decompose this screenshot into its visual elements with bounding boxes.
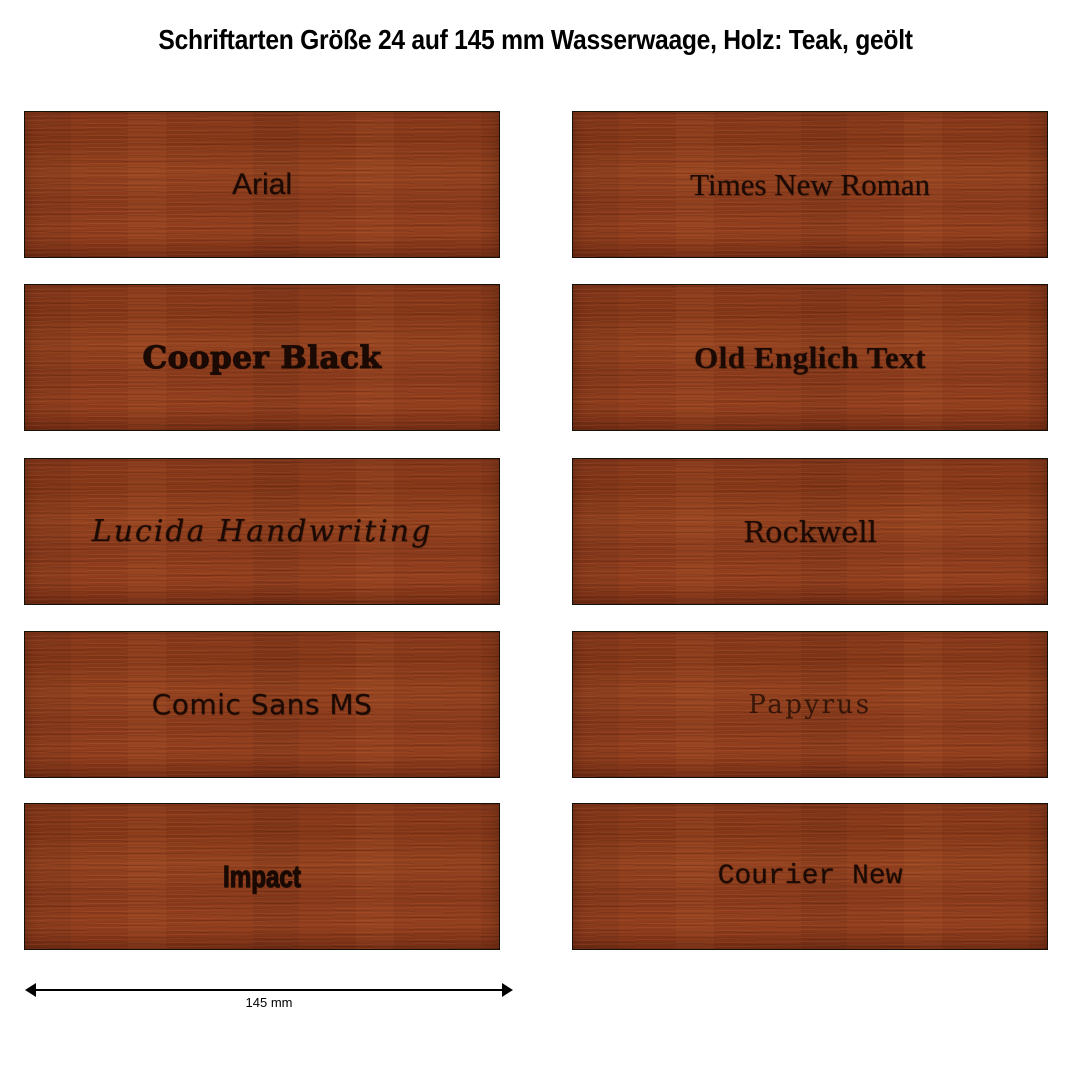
plank-cooper-black [24, 284, 500, 431]
font-sample-arial: Arial [231, 167, 292, 201]
dimension-label: 145 mm [245, 995, 293, 1010]
plank-rockwell [572, 458, 1048, 605]
font-sample-comic-sans-ms: Comic Sans MS [151, 688, 373, 721]
font-sample-cooper-black: Cooper Black [142, 339, 382, 376]
font-sample-rockwell: Rockwell [743, 514, 877, 549]
plank-papyrus [572, 631, 1048, 778]
plank-lucida-handwriting [24, 458, 500, 605]
dimension-annotation [25, 982, 513, 1018]
page-header [0, 24, 1072, 56]
plank-comic-sans-ms [24, 631, 500, 778]
font-sample-courier-new: Courier New [717, 861, 903, 892]
font-sample-times-new-roman: Times New Roman [690, 166, 930, 202]
plank-arial [24, 111, 500, 258]
plank-impact [24, 803, 500, 950]
dimension-line [32, 989, 506, 991]
font-sample-old-englich-text: Old Englich Text [694, 339, 926, 375]
font-sample-lucida-handwriting: Lucida Handwriting [91, 514, 433, 549]
plank-courier-new [572, 803, 1048, 950]
plank-old-englich-text [572, 284, 1048, 431]
plank-times-new-roman [572, 111, 1048, 258]
font-sample-impact: Impact [223, 858, 301, 894]
page-title: Schriftarten Größe 24 auf 145 mm Wasserwaage, Holz: Teak, geölt [158, 24, 914, 55]
font-sample-papyrus: Papyrus [748, 689, 872, 720]
